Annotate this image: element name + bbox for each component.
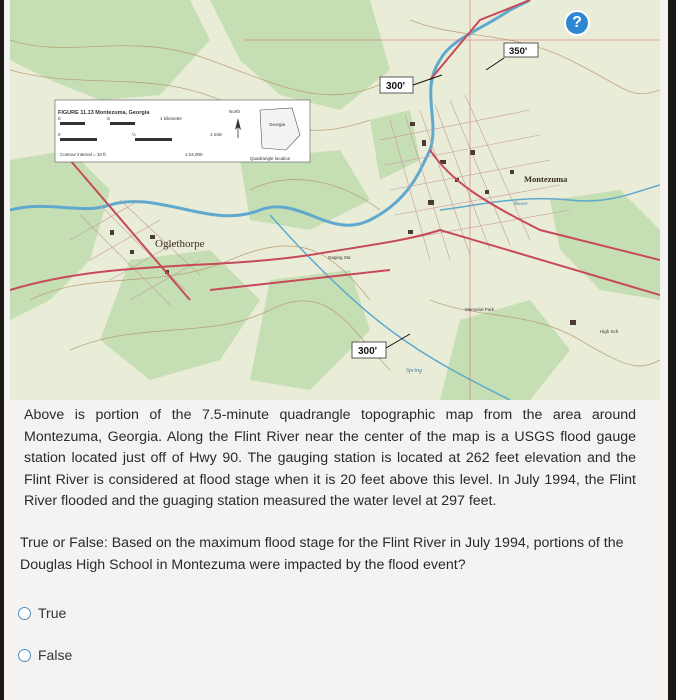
callout-300-top-label: 300'	[386, 81, 406, 92]
callout-300-bottom-label: 300'	[358, 346, 378, 357]
oglethorpe-label: Oglethorpe	[155, 238, 205, 250]
figure-caption: FIGURE 11.13 Montezuma, Georgia	[58, 110, 150, 116]
scale-mi-0: 0	[58, 132, 61, 137]
memorial-park-label: Memorial Park	[465, 307, 495, 312]
question-prompt: True or False: Based on the maximum flood stage for the Flint River in July 1994, portions of the Douglas High School in Montezuma were impacted by the flood event?	[20, 535, 624, 573]
radio-circle-icon[interactable]	[18, 607, 31, 620]
scale-mi-1: 1 mile	[210, 132, 223, 137]
screen	[4, 0, 668, 700]
montezuma-label: Montezuma	[524, 174, 568, 184]
creek-label: Spring	[406, 368, 423, 374]
scale-km-0: 0	[58, 116, 61, 121]
option-true[interactable]	[18, 605, 66, 621]
scale-km-half: .5	[106, 116, 110, 121]
scale-km-1: 1 kilometer	[160, 116, 183, 121]
question-icon[interactable]	[564, 10, 590, 36]
quadrangle-label: Quadrangle location	[250, 156, 291, 161]
gaging-station-label: Gaging Sta	[328, 255, 351, 260]
option-false-label: False	[38, 647, 73, 663]
option-false[interactable]	[18, 647, 72, 663]
topographic-map	[10, 0, 660, 400]
question-text: Above is portion of the 7.5-minute quadrangle topographic map from the area around Montezuma, Georgia. Along the Flint River near the center of the map is a USGS flood gauge station located just off of Hwy 90. The gauging station is located at 262 feet elevation and the Flint River is considered at flood stage when it is 20 feet above this level. In July 1994, the Flint River flooded and the guaging station measured the water level at 297 feet.	[24, 407, 636, 509]
contour-interval: Contour interval = 10 ft.	[60, 152, 107, 157]
callout-350-label: 350'	[509, 46, 528, 57]
scale-mi-half: ½	[132, 132, 136, 137]
beaver-label: Beaver	[514, 202, 529, 207]
high-school-label: High Sch	[600, 329, 619, 334]
option-true-label: True	[38, 605, 67, 621]
radio-circle-icon[interactable]	[18, 649, 31, 662]
north-label: North	[229, 109, 241, 114]
help-label: ?	[572, 14, 582, 31]
map-svg	[10, 0, 660, 400]
scale-ratio: 1:24,000	[185, 152, 203, 157]
georgia-label: Georgia	[269, 122, 286, 127]
